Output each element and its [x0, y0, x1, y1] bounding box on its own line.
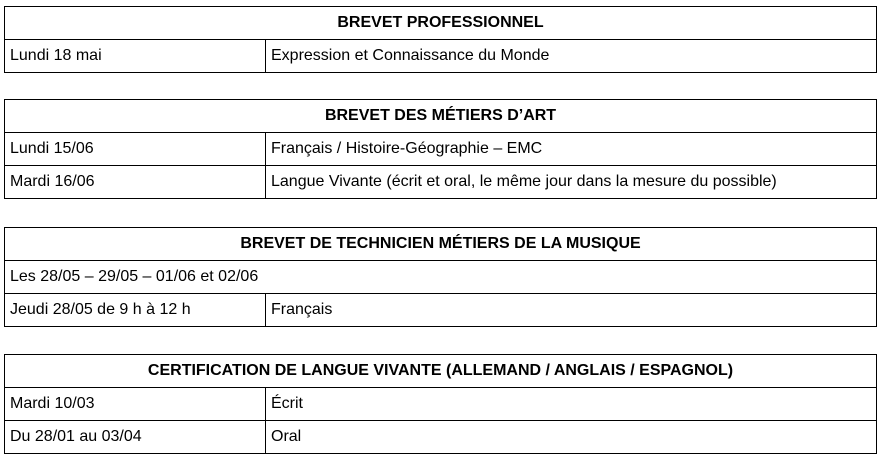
table-row	[5, 166, 877, 199]
table-row	[5, 40, 877, 73]
exam-date: Mardi 16/06	[5, 166, 266, 199]
table-row	[5, 294, 877, 327]
table-row	[5, 133, 877, 166]
table-header-row	[5, 7, 877, 40]
exam-subject: Langue Vivante (écrit et oral, le même jour dans la mesure du possible)	[266, 166, 877, 199]
table-row	[5, 388, 877, 421]
brevet-technicien-musique-table	[4, 227, 877, 327]
section-title: BREVET DE TECHNICIEN MÉTIERS DE LA MUSIQUE	[5, 228, 877, 261]
section-title: BREVET PROFESSIONNEL	[5, 7, 877, 40]
exam-date: Mardi 10/03	[5, 388, 266, 421]
exam-date: Lundi 18 mai	[5, 40, 266, 73]
exam-date: Lundi 15/06	[5, 133, 266, 166]
brevet-professionnel-table	[4, 6, 877, 73]
exam-subject: Oral	[266, 421, 877, 454]
brevet-metiers-art-table	[4, 99, 877, 199]
exam-subject: Français	[266, 294, 877, 327]
exam-subject: Français / Histoire-Géographie – EMC	[266, 133, 877, 166]
exam-subject: Écrit	[266, 388, 877, 421]
exam-dates-full-row: Les 28/05 – 29/05 – 01/06 et 02/06	[5, 261, 877, 294]
table-header-row	[5, 228, 877, 261]
table-header-row	[5, 355, 877, 388]
exam-date: Jeudi 28/05 de 9 h à 12 h	[5, 294, 266, 327]
section-title: CERTIFICATION DE LANGUE VIVANTE (ALLEMAND / ANGLAIS / ESPAGNOL)	[5, 355, 877, 388]
certification-langue-vivante-table	[4, 354, 877, 454]
section-title: BREVET DES MÉTIERS D’ART	[5, 100, 877, 133]
exam-subject: Expression et Connaissance du Monde	[266, 40, 877, 73]
exam-date: Du 28/01 au 03/04	[5, 421, 266, 454]
table-row	[5, 421, 877, 454]
table-row	[5, 261, 877, 294]
table-header-row	[5, 100, 877, 133]
